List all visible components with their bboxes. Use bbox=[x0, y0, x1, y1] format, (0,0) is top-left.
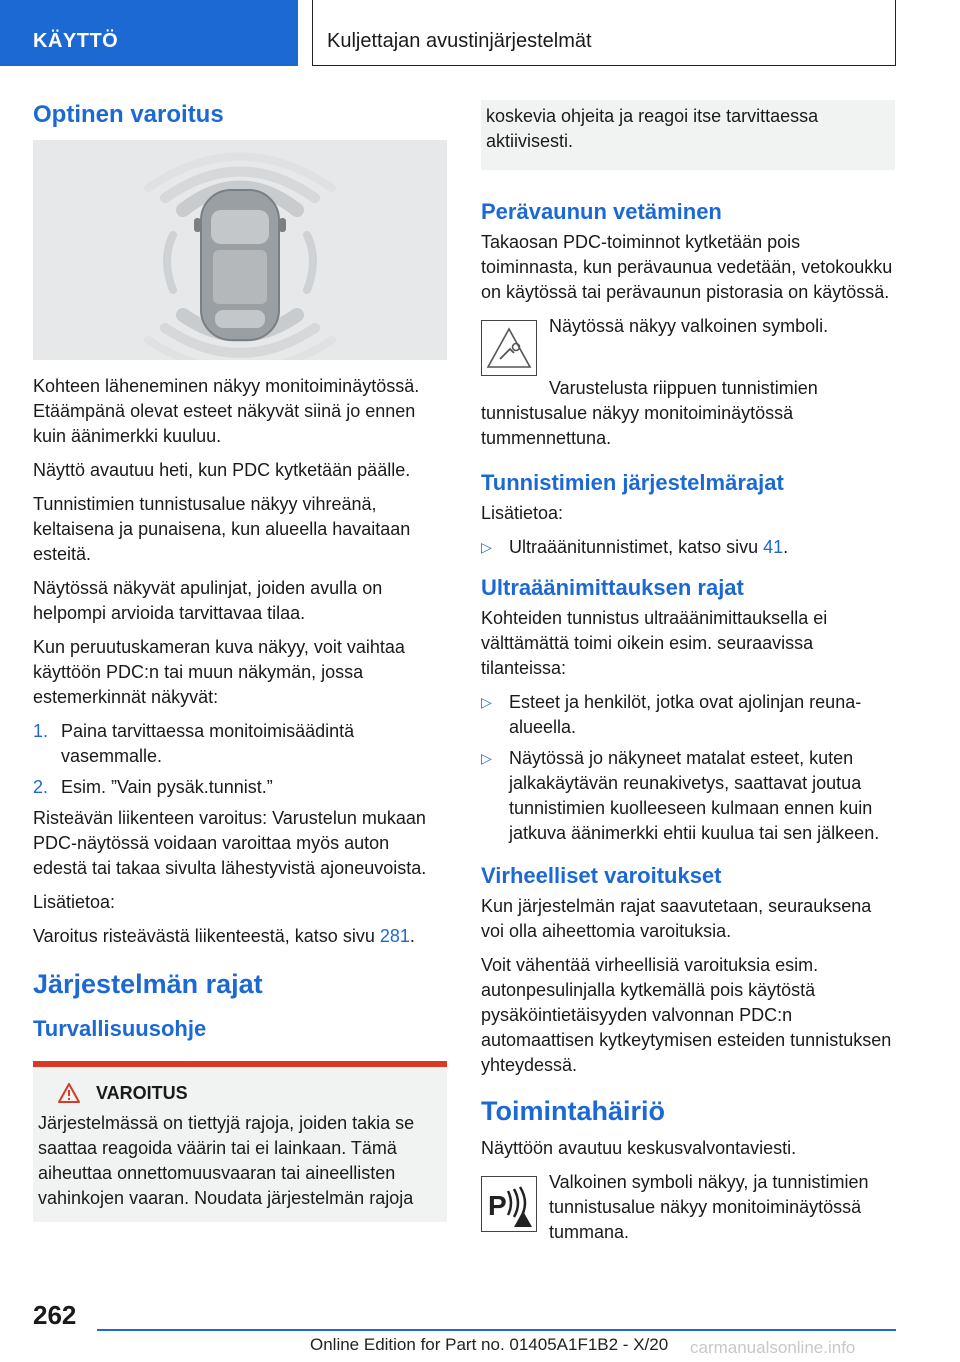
paragraph: Tunnistimien tunnistusalue näkyy vihreänä, keltaisena ja punaisena, kun alueella havaitaan esteitä. bbox=[33, 494, 411, 564]
section-tab: KÄYTTÖ bbox=[0, 0, 298, 66]
paragraph: Näyttö avautuu heti, kun PDC kytketään päälle. bbox=[33, 460, 411, 480]
paragraph: Kun peruutuskameran kuva näkyy, voit vaihtaa käyttöön PDC:n tai muun näkymän, jossa estemerkinnät näkyvät: bbox=[33, 637, 405, 707]
warning-label: VAROITUS bbox=[96, 1083, 188, 1103]
list-item bbox=[33, 719, 447, 769]
warning-continuation-box bbox=[481, 100, 895, 170]
paragraph: Varustelusta riippuen tunnistimien tunnistusalue näkyy monitoiminäytössä tummennettuna. bbox=[481, 378, 818, 448]
heading-ultraaanimittauksen-rajat: Ultraäänimittauksen rajat bbox=[481, 575, 744, 600]
warning-text: Järjestelmässä on tiettyjä rajoja, joiden takia se saattaa reagoida väärin tai ei lainkaan. Tämä aiheuttaa onnettomuusvaaran tai aineellisten vahinkojen vaaran. Noudata järjestelmän rajoja bbox=[38, 1113, 415, 1208]
list-item bbox=[481, 746, 895, 846]
chapter-tab: Kuljettajan avustinjärjestelmät bbox=[312, 0, 896, 66]
bullet-text: Näytössä jo näkyneet matalat esteet, kuten jalkakäytävän reunakivetys, saattavat joutua tunnistimien kuolleeseen kulmaan ennen kuin jatkuva äänimerkki ehtii kuulua tai sen jälkeen. bbox=[509, 748, 880, 843]
reference-end: . bbox=[783, 537, 789, 557]
footer-divider bbox=[97, 1329, 896, 1331]
step-number: 1. bbox=[33, 721, 49, 741]
trailer-symbol-text bbox=[549, 314, 828, 348]
reference-list bbox=[481, 535, 895, 560]
page-link-281[interactable]: 281 bbox=[379, 926, 410, 946]
reference-text: Ultraäänitunnistimet, katso sivu bbox=[509, 537, 764, 557]
fault-symbol-row bbox=[481, 1170, 895, 1254]
bullet-triangle-icon: ▷ bbox=[481, 750, 492, 766]
edition-text: Online Edition for Part no. 01405A1F1B2 - X/20 bbox=[310, 1335, 669, 1354]
paragraph: Risteävän liikenteen varoitus: Varustelun mukaan PDC-näytössä voidaan varoittaa myös auton edestä tai takaa sivulta lähestyvistä ajoneuvoista. bbox=[33, 808, 427, 878]
trailer-symbol-row bbox=[481, 314, 895, 376]
left-column bbox=[33, 100, 447, 1222]
paragraph: Kohteiden tunnistus ultraäänimittauksella ei välttämättä toimi oikein esim. seuraavissa tilanteissa: bbox=[481, 608, 828, 678]
list-item bbox=[481, 690, 895, 740]
paragraph: Näyttöön avautuu keskusvalvontaviesti. bbox=[481, 1138, 797, 1158]
warning-continuation-text: koskevia ohjeita ja reagoi itse tarvittaessa aktiivisesti. bbox=[486, 106, 819, 151]
sensor-fault-icon bbox=[481, 1176, 537, 1232]
heading-tunnistimien-jarjestelmarajat: Tunnistimien järjestelmärajat bbox=[481, 470, 784, 495]
steps-list bbox=[33, 719, 447, 800]
paragraph: Kun järjestelmän rajat saavutetaan, seurauksena voi olla aiheettomia varoituksia. bbox=[481, 896, 872, 941]
step-text: Esim. ”Vain pysäk.tunnist.” bbox=[61, 777, 273, 797]
paragraph: Lisätietoa: bbox=[33, 892, 116, 912]
heading-toimintahairio: Toimintahäiriö bbox=[481, 1096, 666, 1126]
heading-turvallisuusohje: Turvallisuusohje bbox=[33, 1016, 207, 1041]
paragraph: Näytössä näkyy valkoinen symboli. bbox=[549, 316, 829, 336]
paragraph: Valkoinen symboli näkyy, ja tunnistimien tunnistusalue näkyy monitoiminäytössä tummana. bbox=[549, 1172, 869, 1242]
warning-triangle-icon bbox=[58, 1083, 80, 1103]
list-item bbox=[481, 535, 895, 560]
heading-virheelliset-varoitukset: Virheelliset varoitukset bbox=[481, 863, 722, 888]
svg-text:P: P bbox=[488, 1190, 507, 1221]
paragraph: Takaosan PDC-toiminnot kytketään pois toiminnasta, kun perävaunua vedetään, vetokoukku on käytössä tai perävaunun pistorasia on käytössä. bbox=[481, 232, 893, 302]
paragraph: Näytössä näkyvät apulinjat, joiden avulla on helpompi arvioida tarvittavaa tilaa. bbox=[33, 578, 383, 623]
bullet-triangle-icon: ▷ bbox=[481, 539, 492, 555]
fault-symbol-text bbox=[549, 1170, 895, 1254]
heading-peravaunun-vetaminen: Perävaunun vetäminen bbox=[481, 199, 722, 224]
paragraph: Lisätietoa: bbox=[481, 503, 564, 523]
page-link-41[interactable]: 41 bbox=[763, 537, 784, 557]
watermark: carmanualsonline.info bbox=[690, 1338, 856, 1357]
heading-optinen-varoitus: Optinen varoitus bbox=[33, 101, 224, 128]
page-number: 262 bbox=[33, 1300, 77, 1330]
paragraph: Voit vähentää virheellisiä varoituksia esim. autonpesulinjalla kytkemällä pois käytöstä pysäköintietäisyyden valvonnan PDC:n automaattisen kytkeytymisen esteiden tunnistuksen yhteydessä. bbox=[481, 955, 892, 1075]
limits-list bbox=[481, 690, 895, 846]
warning-box bbox=[33, 1067, 447, 1222]
car-sensor-illustration bbox=[33, 140, 447, 360]
right-column bbox=[481, 100, 895, 1254]
bullet-text: Esteet ja henkilöt, jotka ovat ajolinjan reuna-alueella. bbox=[509, 692, 862, 737]
warning-title bbox=[38, 1081, 433, 1105]
step-number: 2. bbox=[33, 777, 49, 797]
page-header bbox=[0, 0, 960, 66]
paragraph bbox=[33, 924, 447, 949]
reference-text: Varoitus risteävästä liikenteestä, katso sivu bbox=[33, 926, 380, 946]
step-text: Paina tarvittaessa monitoimisäädintä vasemmalle. bbox=[61, 721, 355, 766]
reference-end: . bbox=[409, 926, 415, 946]
list-item bbox=[33, 775, 447, 800]
trailer-hitch-icon bbox=[481, 320, 537, 376]
bullet-triangle-icon: ▷ bbox=[481, 694, 492, 710]
paragraph: Kohteen läheneminen näkyy monitoiminäytössä. Etäämpänä olevat esteet näkyvät siinä jo ennen kuin äänimerkki kuuluu. bbox=[33, 376, 420, 446]
heading-jarjestelman-rajat: Järjestelmän rajat bbox=[33, 969, 263, 999]
